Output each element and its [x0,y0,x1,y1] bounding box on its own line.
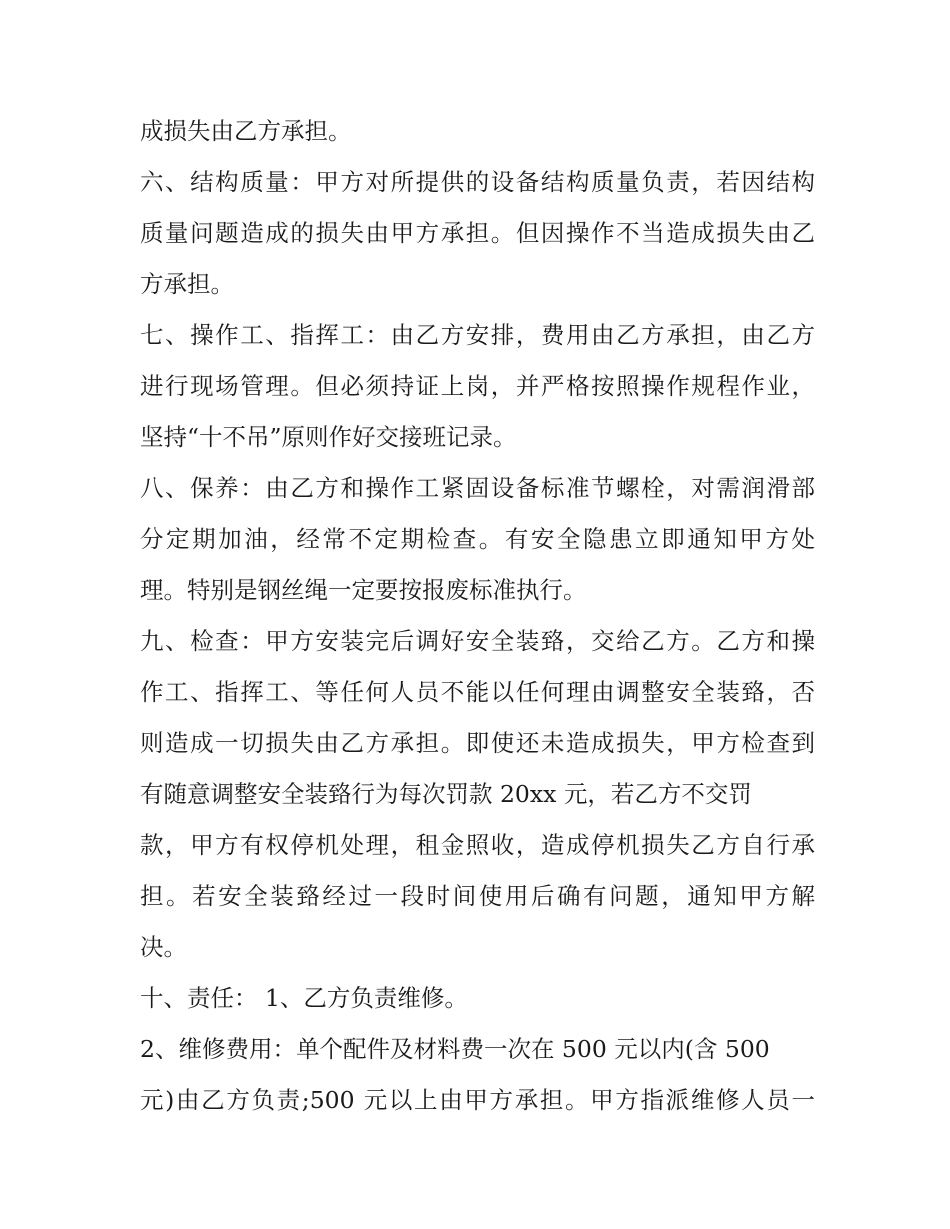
text-line: 六、结构质量：甲方对所提供的设备结构质量负责，若因结构 [140,168,815,196]
text-line: 理。特别是钢丝绳一定要按报废标准执行。 [140,576,587,604]
text-line: 款，甲方有权停机处理，租金照收，造成停机损失乙方自行承 [140,831,815,859]
text-line: 有随意调整安全装臵行为每次罚款 20xx 元，若乙方不交罚 [140,780,752,808]
text-line: 进行现场管理。但必须持证上岗，并严格按照操作规程作业， [140,372,815,400]
text-line: 七、操作工、指挥工：由乙方安排，费用由乙方承担，由乙方 [140,321,815,349]
text-line: 则造成一切损失由乙方承担。即使还未造成损失，甲方检查到 [140,729,815,757]
text-line: 坚持“十不吊”原则作好交接班记录。 [140,423,517,451]
text-line: 九、检查：甲方安装完后调好安全装臵，交给乙方。乙方和操 [140,627,815,655]
text-line: 方承担。 [140,270,234,298]
text-line: 十、责任： 1、乙方负责维修。 [140,984,468,1012]
text-line: 2、维修费用：单个配件及材料费一次在 500 元以内(含 500 [140,1035,770,1063]
text-line: 元)由乙方负责;500 元以上由甲方承担。甲方指派维修人员一 [140,1086,815,1114]
text-line: 分定期加油，经常不定期检查。有安全隐患立即通知甲方处 [140,525,815,553]
text-line: 作工、指挥工、等任何人员不能以任何理由调整安全装臵，否 [140,678,815,706]
text-line: 质量问题造成的损失由甲方承担。但因操作不当造成损失由乙 [140,219,815,247]
contract-body-text [140,106,815,1126]
text-line: 八、保养：由乙方和操作工紧固设备标准节螺栓，对需润滑部 [140,474,815,502]
text-line: 成损失由乙方承担。 [140,117,352,145]
text-line: 决。 [140,933,187,961]
text-line: 担。若安全装臵经过一段时间使用后确有问题，通知甲方解 [140,882,815,910]
